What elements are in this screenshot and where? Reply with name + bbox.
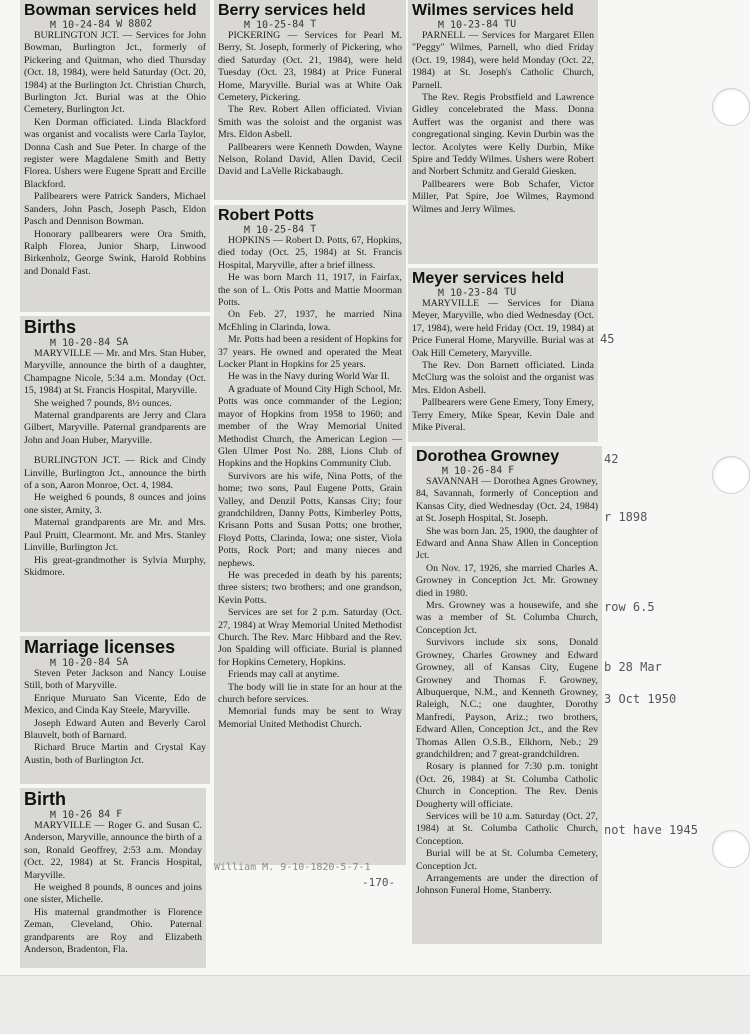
margin-note: 3 Oct 1950 (604, 692, 677, 706)
meyer-headline: Meyer services held (412, 270, 565, 287)
marriage-paragraph: Richard Bruce Martin and Crystal Kay Austin, both of Burlington Jct. (24, 742, 206, 766)
potts-paragraph: He was preceded in death by his parents; three sisters; two brothers; and one grandson, Kevin Potts. (218, 569, 402, 606)
margin-note: 42 (604, 452, 619, 466)
margin-note: row 6.5 (604, 600, 655, 614)
berry-clipping (214, 0, 406, 200)
wilmes-clipping (408, 0, 598, 264)
meyer-handwritten-note: M 10-23-84 TU (437, 286, 517, 300)
bowman-paragraph: Honorary pallbearers were Ora Smith, Ralph Florea, Junior Sharp, Linwood Birkenholz, George Swink, Harold Robbins and Donald Fast. (24, 228, 206, 277)
wilmes-headline: Wilmes services held (412, 2, 574, 19)
binder-hole (712, 88, 750, 126)
growney-paragraph: She was born Jan. 25, 1900, the daughter of Edward and Anna Shaw Allen in Conception Jct. (416, 525, 598, 562)
berry-handwritten-note: M 10-25-84 T (243, 18, 317, 32)
births-paragraph: Maternal grandparents are Mr. and Mrs. Paul Pruitt, Clearmont. Mr. and Mrs. Stanley Linville, Burlington Jct. (24, 517, 206, 554)
meyer-paragraph: The Rev. Don Barnett officiated. Linda McClurg was the soloist and the organist was Mrs. Eldon Asbell. (412, 360, 594, 396)
growney-clipping (412, 446, 602, 944)
margin-note: b 28 Mar (604, 660, 662, 674)
bowman-headline: Bowman services held (24, 2, 197, 19)
birth-paragraph: He weighed 8 pounds, 8 ounces and joins one sister, Michelle. (24, 882, 202, 906)
berry-headline: Berry services held (218, 2, 366, 19)
potts-paragraph: Survivors are his wife, Nina Potts, of the home; two sons, Paul Eugene Potts, Grain Valley, and Denzil Potts, Kansas City; four grandchildren, Danny Potts, Kimberley Potts, Krisann Potts and Susan Potts; one brother, Floyd Potts, Clarinda, Iowa; one sister, Viola Potts, Rock Port; and many nieces and nephews. (218, 470, 402, 569)
birth-headline: Birth (24, 790, 66, 809)
potts-clipping (214, 205, 406, 865)
births-clipping (20, 316, 210, 632)
growney-paragraph: SAVANNAH — Dorothea Agnes Growney, 84, Savannah, formerly of Conception and Kansas City, died Wednesday (Oct. 24, 1984) at St. Joseph Hospital, St. Joseph. (416, 476, 598, 525)
bowman-paragraph: Ken Dorman officiated. Linda Blackford was organist and vocalists were Carla Taylor, Donna Cash and Sue Peter. In charge of the register were Magdalene Smith and Betty Florea. Ushers were Eugene Spratt and Ercille Blackford. (24, 116, 206, 190)
marriage-paragraph: Enrique Muruato San Vicente, Edo de Mexico, and Cinda Kay Steele, Maryville. (24, 692, 206, 717)
births-paragraph: BURLINGTON JCT. — Rick and Cindy Linville, Burlington Jct., announce the birth of a son, Aaron Monroe, Oct. 4, 1984. (24, 455, 206, 492)
growney-paragraph: Arrangements are under the direction of Johnson Funeral Home, Stanberry. (416, 873, 598, 897)
potts-headline: Robert Potts (218, 207, 314, 224)
marriage-licenses-clipping (20, 636, 210, 784)
marriage-paragraph: Steven Peter Jackson and Nancy Louise Still, both of Maryville. (24, 668, 206, 692)
meyer-paragraph: Pallbearers were Gene Emery, Tony Emery, Terry Emery, Mike Spear, Kevin Dale and Mike Piveral. (412, 397, 594, 434)
scan-bottom-margin (0, 975, 750, 1034)
wilmes-paragraph: The Rev. Regis Probstfield and Lawrence Gidley concelebrated the Mass. Donna Auffert was the organist and there was congregational singing. Kevin Durbin was the lector. Acolytes were Kelly Durbin, Mike Spire and Teddy Wilmes. Ushers were Robert and Norbert Schmitz and Gerald Giesken. (412, 92, 594, 178)
margin-note: not have 1945 (604, 823, 698, 837)
meyer-clipping (408, 268, 598, 442)
births-paragraph: Maternal grandparents are Jerry and Clara Gilbert, Maryville. Paternal grandparents are John and Joan Huber, Maryville. (24, 410, 206, 446)
potts-handwritten-note: M 10-25-84 T (243, 223, 317, 237)
binder-hole (712, 830, 750, 868)
marriage-licenses-headline: Marriage licenses (24, 638, 176, 657)
growney-paragraph: Services will be 10 a.m. Saturday (Oct. 27, 1984) at St. Columba Catholic Church, Conception. (416, 810, 598, 847)
potts-paragraph: He was in the Navy during World War II. (228, 371, 390, 383)
bowman-paragraph: BURLINGTON JCT. — Services for John Bowman, Burlington Jct., formerly of Pickering and Quitman, who died Thursday (Oct. 18, 1984), were held Saturday (Oct. 20, 1984) at the Burlington Jct. Christian Church, Burlington Jct. Burial was at the Ohio Cemetery, Burlington Jct. (24, 30, 206, 116)
berry-paragraph: The Rev. Robert Allen officiated. Vivian Smith was the soloist and the organist was Mrs. Eldon Asbell. (218, 104, 402, 141)
marriage-handwritten-note: M 10-20-84 SA (49, 656, 129, 670)
births-paragraph: MARYVILLE — Mr. and Mrs. Stan Huber, Maryville, announce the birth of a daughter, Champagne Nicole, 5:34 a.m. Monday (Oct. 15, 1984) at St. Francis Hospital, Maryville. (24, 348, 206, 397)
births-paragraph: She weighed 7 pounds, 8½ ounces. (34, 397, 172, 409)
bowman-handwritten-note: M 10-24-84 W 8802 (49, 18, 153, 32)
margin-note: r 1898 (604, 510, 648, 524)
potts-paragraph: He was born March 11, 1917, in Fairfax, the son of L. Otis Potts and Mattie Moorman Potts. (218, 272, 402, 309)
growney-handwritten-note: M 10-26-84 F (441, 464, 515, 478)
margin-note: 45 (600, 332, 615, 346)
birth-paragraph: His maternal grandmother is Florence Zeman, Cleveland, Ohio. Paternal grandparents are Roy and Elizabeth Anderson, Bradenton, Fla. (24, 906, 202, 956)
births-handwritten-note: M 10-20-84 SA (49, 336, 129, 350)
page-number: -170- (362, 876, 396, 889)
growney-paragraph: On Nov. 17, 1926, she married Charles A. Growney in Conception Jct. Mr. Growney died in 1980. (416, 562, 598, 599)
berry-paragraph: PICKERING — Services for Pearl M. Berry, St. Joseph, formerly of Pickering, who died Saturday (Oct. 21, 1984), were held Tuesday (Oct. 23, 1984) at Price Funeral Home, Maryville. Burial was at White Oak Cemetery, Pickering. (218, 30, 402, 104)
birth-paragraph: MARYVILLE — Roger G. and Susan C. Anderson, Maryville, announce the birth of a son, Ronald Geoffrey, 2:53 a.m. Monday (Oct. 22, 1984) at St. Francis Hospital, Maryville. (24, 820, 202, 881)
potts-paragraph: HOPKINS — Robert D. Potts, 67, Hopkins, died today (Oct. 25, 1984) at St. Francis Hospital, Maryville, after a brief illness. (218, 235, 402, 271)
growney-headline: Dorothea Growney (416, 448, 560, 465)
birth-clipping (20, 788, 206, 968)
growney-paragraph: Mrs. Growney was a housewife, and she was a member of St. Columba Church, Conception Jct. (416, 600, 598, 636)
typed-footer-line: William M. 9-10-1820-5-7-1 (214, 862, 371, 873)
wilmes-paragraph: PARNELL — Services for Margaret Ellen "Peggy" Wilmes, Parnell, who died Friday (Oct. 19, 1984), were held Monday (Oct. 22, 1984) at St. Joseph's Catholic Church, Parnell. (412, 30, 594, 91)
bowman-clipping (20, 0, 210, 312)
births-paragraph: He weighed 6 pounds, 8 ounces and joins one sister, Amity, 3. (24, 492, 206, 516)
births-headline: Births (24, 318, 77, 337)
meyer-paragraph: MARYVILLE — Services for Diana Meyer, Maryville, who died Wednesday (Oct. 17, 1984), were held Friday (Oct. 19, 1984) at Price Funeral Home, Maryville. Burial was at Oak Hill Cemetery, Maryville. (412, 298, 594, 359)
wilmes-handwritten-note: M 10-23-84 TU (437, 18, 517, 32)
wilmes-paragraph: Pallbearers were Bob Schafer, Victor Miller, Pat Spire, Joe Wilmes, Raymond Wilmes and Jerry Wilmes. (412, 178, 594, 215)
birth-handwritten-note: M 10-26 84 F (49, 808, 123, 822)
potts-paragraph: Memorial funds may be sent to Wray Memorial United Methodist Church. (218, 706, 402, 730)
potts-paragraph: Friends may call at anytime. (228, 669, 340, 681)
marriage-paragraph: Joseph Edward Auten and Beverly Carol Blauvelt, both of Barnard. (24, 717, 206, 742)
potts-paragraph: Mr. Potts had been a resident of Hopkins for 37 years. He owned and operated the Meat Locker Plant in Hopkins for 25 years. (218, 334, 402, 371)
potts-paragraph: The body will lie in state for an hour at the church before services. (218, 681, 402, 706)
growney-paragraph: Survivors include six sons, Donald Growney, Charles Growney and Edward Growney, all of Kansas City, Eugene Growney and Thomas F. Growney, Albuquerque, N.M., and Kenneth Growney, Raleigh, N.C.; one daughter, Dorothy Manfredi, Payson, Ariz.; two brothers, Edward Allen, Conception Jct., and the Rev Thomas Allen O.S.B., Elkhorn, Neb.; 29 grandchildren; and 7 great-grandchildren. (416, 637, 598, 760)
potts-paragraph: Services are set for 2 p.m. Saturday (Oct. 27, 1984) at Wray Memorial United Methodist Church. The Rev. Marc Hibbard and the Rev. Jon Spalding will officiate. Burial is planned for Hopkins Cemetery, Hopkins. (218, 607, 402, 668)
potts-paragraph: A graduate of Mound City High School, Mr. Potts was once commander of the Legion; mayor of Hopkins from 1958 to 1960; and member of the Wray Memorial United Methodist Church, the American Legion — Glen Ulmer Post No. 288, Lions Club of Hopkins and the Hopkins Community Club. (218, 383, 402, 470)
bowman-paragraph: Pallbearers were Patrick Sanders, Michael Sanders, John Pasch, Joseph Pasch, Eldon Pasch and Dennison Bowman. (24, 191, 206, 228)
births-paragraph: His great-grandmother is Sylvia Murphy, Skidmore. (24, 554, 206, 578)
growney-paragraph: Rosary is planned for 7:30 p.m. tonight (Oct. 26, 1984) at St. Columba Catholic Church in Conception. The Rev. Denis Dougherty will officiate. (416, 761, 598, 810)
potts-paragraph: On Feb. 27, 1937, he married Nina McEhling in Clarinda, Iowa. (218, 309, 402, 333)
berry-paragraph: Pallbearers were Kenneth Dowden, Wayne Nelson, Roland David, Allen David, Cecil David and LaVelle Rickabaugh. (218, 141, 402, 178)
growney-paragraph: Burial will be at St. Columba Cemetery, Conception Jct. (416, 848, 598, 872)
binder-hole (712, 456, 750, 494)
